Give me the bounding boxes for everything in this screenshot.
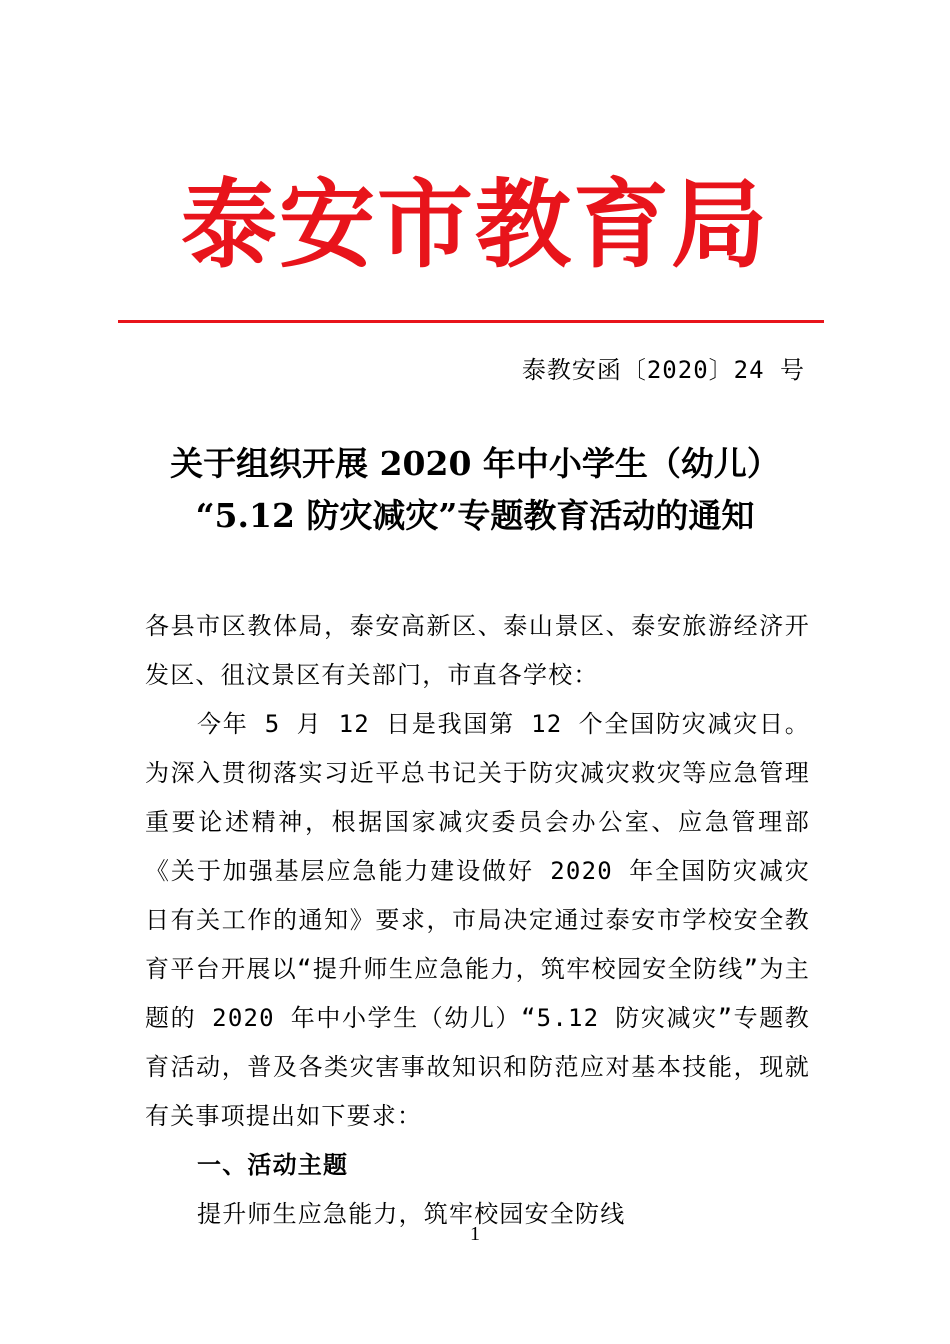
document-body: [145, 602, 810, 1239]
issuer-masthead: 泰安市教育局: [181, 168, 769, 281]
title-line-1: 关于组织开展 2020 年中小学生（幼儿）: [170, 444, 780, 483]
body-paragraph: 今年 5 月 12 日是我国第 12 个全国防灾减灾日。为深入贯彻落实习近平总书记关于防灾减灾救灾等应急管理重要论述精神，根据国家减灾委员会办公室、应急管理部《关于加强基层应急能力建设做好 2020 年全国防灾减灾日有关工作的通知》要求，市局决定通过泰安市学校安全教育平台开展以“提升师生应急能力，筑牢校园安全防线”为主题的 2020 年中小学生（幼儿）“5.12 防灾减灾”专题教育活动，普及各类灾害事故知识和防范应对基本技能，现就有关事项提出如下要求：: [145, 710, 810, 1130]
document-title: [120, 438, 830, 542]
section-heading: 一、活动主题: [197, 1151, 349, 1179]
document-number: 泰教安函〔2020〕24 号: [521, 356, 805, 384]
page-number: 1: [470, 1223, 480, 1245]
red-divider-line: [118, 320, 824, 323]
salutation: 各县市区教体局，泰安高新区、泰山景区、泰安旅游经济开发区、徂汶景区有关部门，市直各学校：: [145, 612, 810, 689]
title-line-2: “5.12 防灾减灾”专题教育活动的通知: [195, 496, 755, 535]
section-text: 提升师生应急能力，筑牢校园安全防线: [197, 1200, 626, 1228]
